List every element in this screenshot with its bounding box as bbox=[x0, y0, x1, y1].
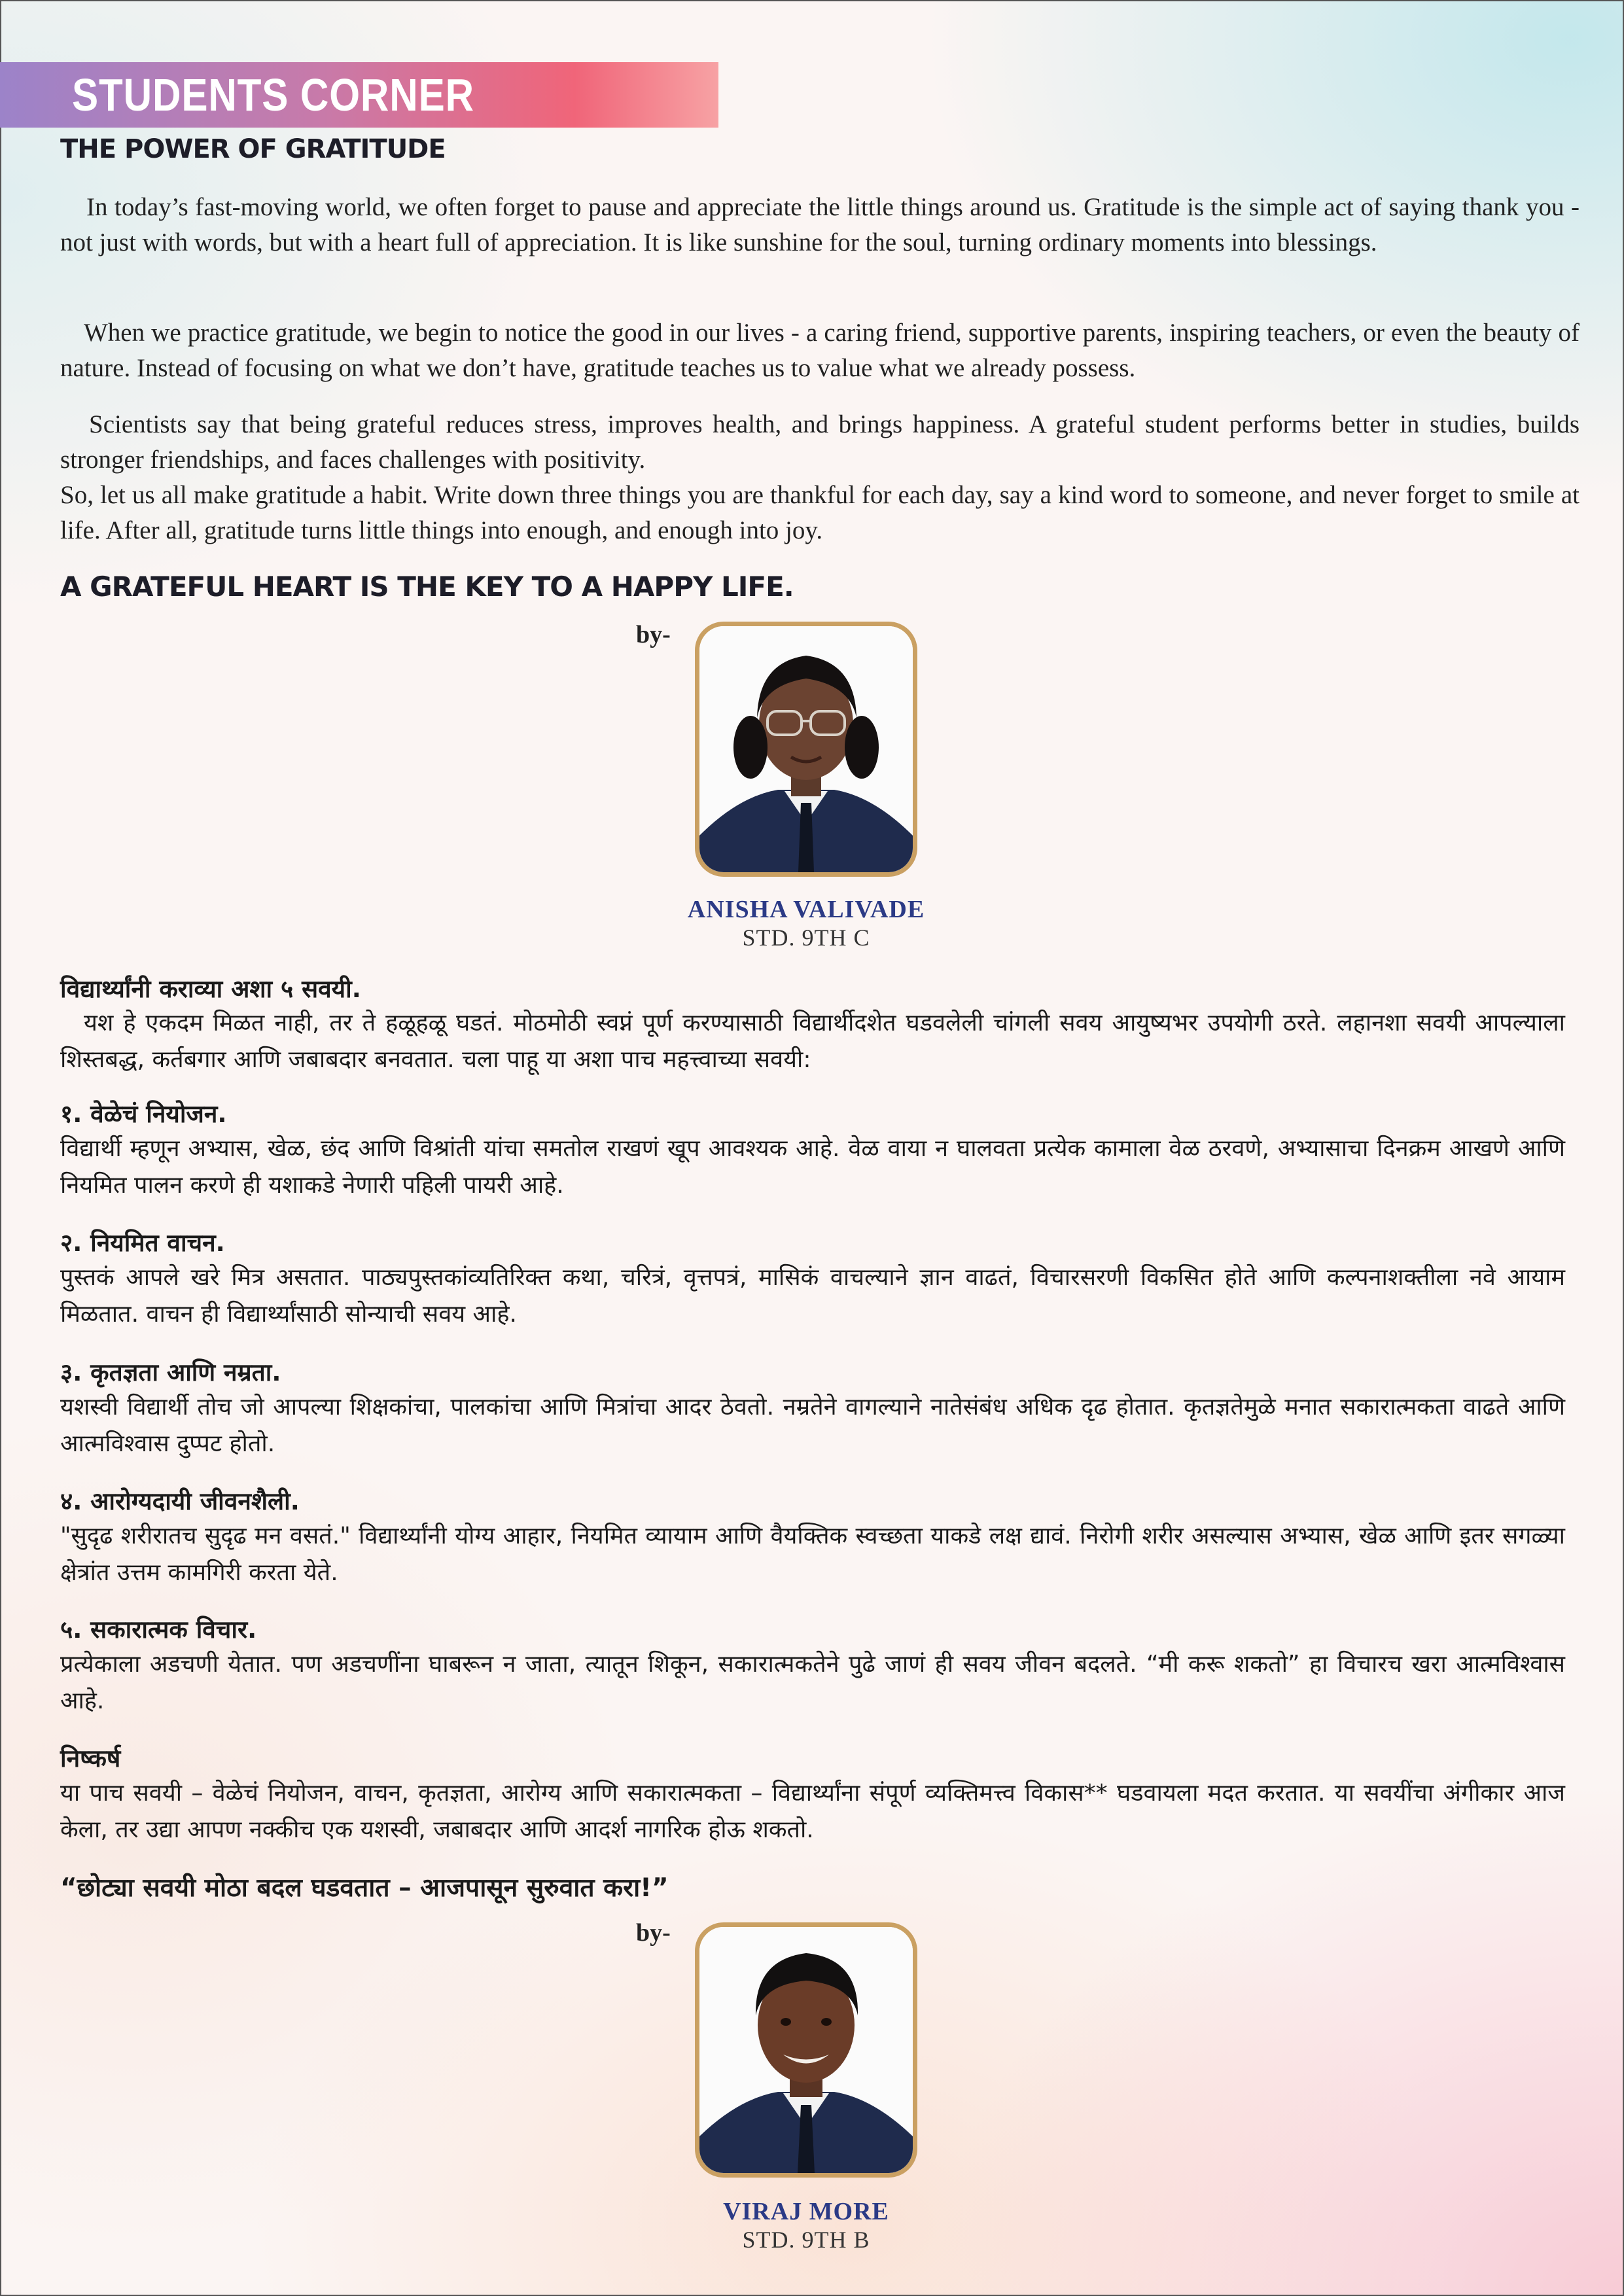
paragraph: So, let us all make gratitude a habit. Write down three things you are thankful for each day, say a kind word to someone, and never forget to smile at life. After all, gratitude turns little things into enough, and enough into joy. bbox=[60, 481, 1580, 544]
habit-text: यशस्वी विद्यार्थी तोच जो आपल्या शिक्षकांचा, पालकांचा आणि मित्रांचा आदर ठेवतो. नम्रतेने वागल्याने नातेसंबंध अधिक दृढ होतात. कृतज्ञतेमुळे मनात सकारात्मकता वाढते आणि आत्मविश्वास दुप्पट होतो. bbox=[60, 1394, 1565, 1457]
section-banner bbox=[0, 62, 718, 128]
habit-text: "सुदृढ शरीरातच सुदृढ मन वसतं." विद्यार्थ्यांनी योग्य आहार, नियमित व्यायाम आणि वैयक्तिक स्वच्छता याकडे लक्ष द्यावं. निरोगी शरीर असल्यास अभ्यास, खेळ आणि इतर सगळ्या क्षेत्रांत उत्तम कामगिरी करता येते. bbox=[60, 1523, 1565, 1586]
byline: by- bbox=[636, 1919, 671, 1947]
closing-quote: “छोट्या सवयी मोठा बदल घडवतात – आजपासून सुरुवात करा!” bbox=[60, 1873, 669, 1903]
habit-text: प्रत्येकाला अडचणी येतात. पण अडचणींना घाबरून न जाता, त्यातून शिकून, सकारात्मकतेने पुढे जाणं ही सवय जीवन बदलते. “मी करू शकतो” हा विचारच खरा आत्मविश्वास आहे. bbox=[60, 1651, 1565, 1714]
habit-heading: ३. कृतज्ञता आणि नम्रता. bbox=[60, 1358, 281, 1386]
tagline: A GRATEFUL HEART IS THE KEY TO A HAPPY LIFE. bbox=[60, 571, 794, 603]
byline: by- bbox=[636, 621, 671, 648]
paragraph: When we practice gratitude, we begin to notice the good in our lives - a caring friend, supportive parents, inspiring teachers, or even the beauty of nature. Instead of focusing on what we don’t have, gratitude teaches us to value what we already possess. bbox=[60, 319, 1580, 382]
author-name: ANISHA VALIVADE bbox=[687, 896, 925, 923]
conclusion-text: या पाच सवयी – वेळेचं नियोजन, वाचन, कृतज्ञता, आरोग्य आणि सकारात्मकता – विद्यार्थ्यांना संपूर्ण व्यक्तिमत्त्व विकास** घडवायला मदत करतात. या सवयींचा अंगीकार आज केला, तर उद्या आपण नक्कीच एक यशस्वी, जबाबदार आणि आदर्श नागरिक होऊ शकतो. bbox=[60, 1780, 1565, 1843]
article-title: विद्यार्थ्यांनी कराव्या अशा ५ सवयी. bbox=[60, 975, 361, 1003]
habit-text: पुस्तकं आपले खरे मित्र असतात. पाठ्यपुस्तकांव्यतिरिक्त कथा, चरित्रं, वृत्तपत्रं, मासिकं वाचल्याने ज्ञान वाढतं, विचारसरणी विकसित होते आणि कल्पनाशक्तीला नवे आयाम मिळतात. वाचन ही विद्यार्थ्यांसाठी सोन्याची सवय आहे. bbox=[60, 1264, 1565, 1328]
paragraph: यश हे एकदम मिळत नाही, तर ते हळूहळू घडतं. मोठमोठी स्वप्नं पूर्ण करण्यासाठी विद्यार्थीदशेत घडवलेली चांगली सवय आयुष्यभर उपयोगी ठरते. लहानशा सवयी आपल्याला शिस्तबद्ध, कर्तबगार आणि जबाबदार बनवतात. चला पाहू या अशा पाच महत्त्वाच्या सवयी: bbox=[60, 1010, 1565, 1073]
student-photo-girl-icon bbox=[695, 622, 917, 877]
student-photo-boy-icon bbox=[695, 1922, 917, 2178]
habit-heading: २. नियमित वाचन. bbox=[60, 1229, 225, 1257]
author-name: VIRAJ MORE bbox=[723, 2198, 889, 2225]
banner-title: STUDENTS CORNER bbox=[72, 69, 474, 120]
author-class: STD. 9TH C bbox=[742, 925, 870, 951]
habit-heading: ४. आरोग्यदायी जीवनशैली. bbox=[60, 1487, 300, 1515]
conclusion-heading: निष्कर्ष bbox=[60, 1744, 121, 1773]
paragraph: In today’s fast-moving world, we often forget to pause and appreciate the little things around us. Gratitude is the simple act of saying thank you - not just with words, but with a heart full of appreciation. It is like sunshine for the soul, turning ordinary moments into blessings. bbox=[60, 193, 1580, 256]
habit-text: विद्यार्थी म्हणून अभ्यास, खेळ, छंद आणि विश्रांती यांचा समतोल राखणं खूप आवश्यक आहे. वेळ वाया न घालवता प्रत्येक कामाला वेळ ठरवणे, अभ्यासाचा दिनक्रम आखणे आणि नियमित पालन करणे ही यशाकडे नेणारी पहिली पायरी आहे. bbox=[60, 1135, 1565, 1199]
article-title: THE POWER OF GRATITUDE bbox=[60, 134, 446, 164]
author-class: STD. 9TH B bbox=[742, 2227, 870, 2253]
paragraph: Scientists say that being grateful reduces stress, improves health, and brings happiness. A grateful student performs better in studies, builds stronger friendships, and faces challenges with positivity. bbox=[60, 410, 1580, 474]
habit-heading: १. वेळेचं नियोजन. bbox=[60, 1100, 227, 1128]
habit-heading: ५. सकारात्मक विचार. bbox=[60, 1616, 257, 1644]
